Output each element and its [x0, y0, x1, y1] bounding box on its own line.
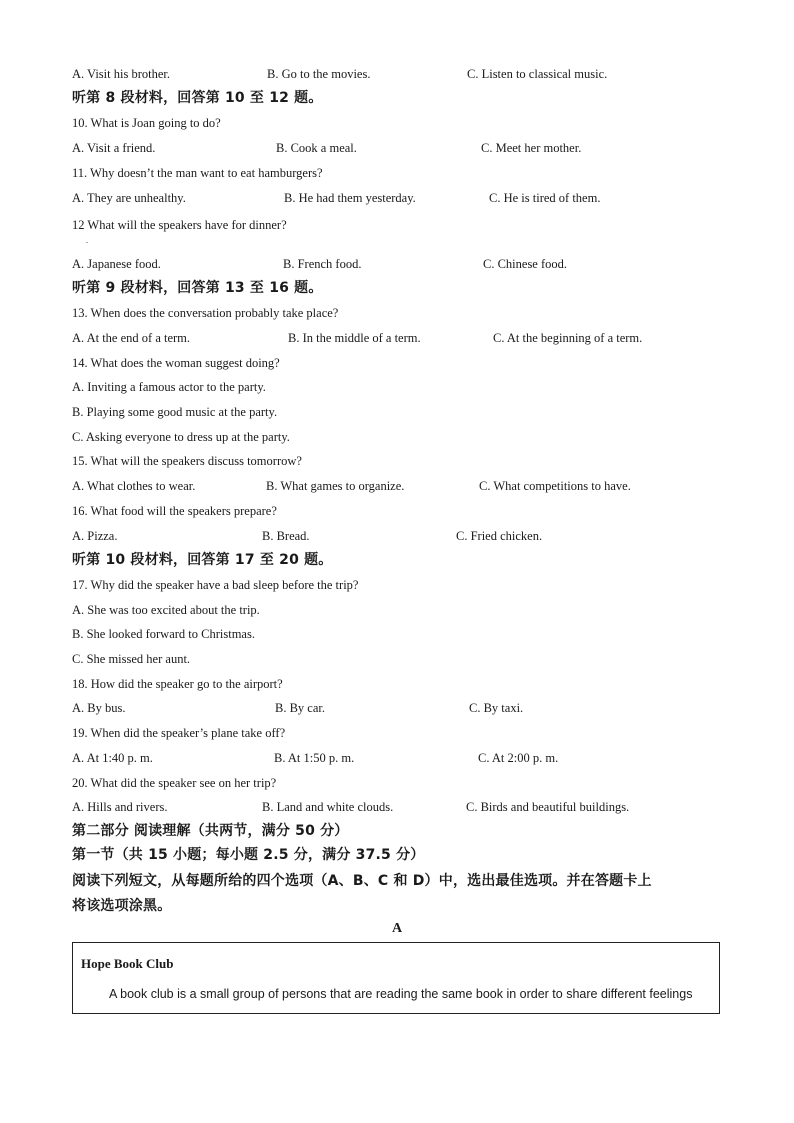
q17-option-a: A. She was too excited about the trip. [72, 603, 260, 617]
q10-question: 10. What is Joan going to do? [72, 116, 221, 130]
q11-option-a: A. They are unhealthy. [72, 191, 186, 205]
q17-question: 17. Why did the speaker have a bad sleep before the trip? [72, 578, 359, 592]
q15-option-b: B. What games to organize. [266, 479, 405, 493]
q9-option-b: B. Go to the movies. [267, 67, 371, 81]
q12-option-b: B. French food. [283, 257, 362, 271]
q19-question: 19. When did the speaker’s plane take off? [72, 726, 286, 740]
q14-option-a: A. Inviting a famous actor to the party. [72, 380, 266, 394]
stray-dot: . [86, 236, 88, 245]
q11-option-c: C. He is tired of them. [489, 191, 601, 205]
q17-option-c: C. She missed her aunt. [72, 652, 191, 666]
q18-option-b: B. By car. [275, 701, 325, 715]
q9-option-a: A. Visit his brother. [72, 67, 170, 81]
q10-option-c: C. Meet her mother. [481, 141, 582, 155]
instructions-line-1: 阅读下列短文，从每题所给的四个选项（A、B、C 和 D）中，选出最佳选项。并在答题卡上 [72, 873, 652, 889]
q17-option-b: B. She looked forward to Christmas. [72, 627, 255, 641]
q20-option-b: B. Land and white clouds. [262, 800, 394, 814]
q16-option-b: B. Bread. [262, 529, 310, 543]
q15-option-c: C. What competitions to have. [479, 479, 631, 493]
q14-option-c: C. Asking everyone to dress up at the party. [72, 430, 290, 444]
passage-letter: A [391, 921, 403, 936]
q16-option-a: A. Pizza. [72, 529, 118, 543]
q20-question: 20. What did the speaker see on her trip? [72, 776, 277, 790]
q19-option-c: C. At 2:00 p. m. [478, 751, 559, 765]
part-2-heading: 第二部分 阅读理解（共两节，满分 50 分） [72, 823, 349, 839]
subsection-1-heading: 第一节（共 15 小题；每小题 2.5 分，满分 37.5 分） [72, 847, 425, 863]
section-10-heading: 听第 10 段材料，回答第 17 至 20 题。 [72, 552, 333, 568]
q12-option-c: C. Chinese food. [483, 257, 568, 271]
q20-option-a: A. Hills and rivers. [72, 800, 168, 814]
section-9-heading: 听第 9 段材料，回答第 13 至 16 题。 [72, 280, 323, 296]
q20-option-c: C. Birds and beautiful buildings. [466, 800, 630, 814]
q16-question: 16. What food will the speakers prepare? [72, 504, 277, 518]
instructions-line-2: 将该选项涂黑。 [72, 898, 172, 914]
q19-option-b: B. At 1:50 p. m. [274, 751, 355, 765]
q14-question: 14. What does the woman suggest doing? [72, 356, 280, 370]
passage-title: Hope Book Club [81, 956, 174, 971]
q9-option-c: C. Listen to classical music. [467, 67, 608, 81]
q18-question: 18. How did the speaker go to the airport? [72, 677, 283, 691]
q11-option-b: B. He had them yesterday. [284, 191, 416, 205]
q19-option-a: A. At 1:40 p. m. [72, 751, 153, 765]
q13-option-c: C. At the beginning of a term. [493, 331, 643, 345]
q11-question: 11. Why doesn’t the man want to eat hamburgers? [72, 166, 323, 180]
section-8-heading: 听第 8 段材料，回答第 10 至 12 题。 [72, 90, 323, 106]
q10-option-b: B. Cook a meal. [276, 141, 357, 155]
q13-option-a: A. At the end of a term. [72, 331, 191, 345]
q15-option-a: A. What clothes to wear. [72, 479, 196, 493]
q12-option-a: A. Japanese food. [72, 257, 161, 271]
q15-question: 15. What will the speakers discuss tomorrow? [72, 454, 302, 468]
q10-option-a: A. Visit a friend. [72, 141, 156, 155]
q14-option-b: B. Playing some good music at the party. [72, 405, 278, 419]
q12-question: 12 What will the speakers have for dinner? [72, 218, 287, 232]
q16-option-c: C. Fried chicken. [456, 529, 543, 543]
passage-text: A book club is a small group of persons that are reading the same book in order to share different feelings [109, 987, 693, 1001]
passage-box [72, 942, 720, 1014]
q18-option-a: A. By bus. [72, 701, 126, 715]
q18-option-c: C. By taxi. [469, 701, 524, 715]
q13-option-b: B. In the middle of a term. [288, 331, 421, 345]
q13-question: 13. When does the conversation probably take place? [72, 306, 339, 320]
